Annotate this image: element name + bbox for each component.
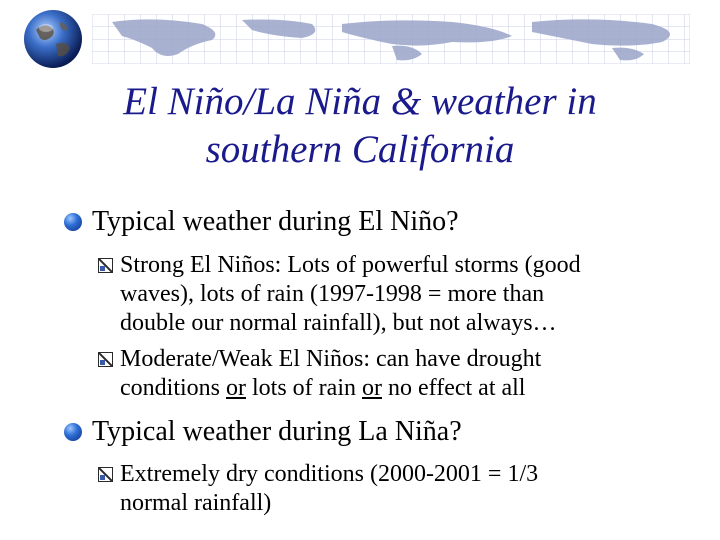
sub-bullet-moderate-el-nino: [120, 345, 680, 403]
round-bullet-icon: [64, 423, 82, 441]
square-bullet-icon: [98, 258, 113, 273]
bullet-el-nino: Typical weather during El Niño?: [92, 206, 459, 237]
title-line-1: El Niño/La Niña & weather in: [123, 80, 597, 123]
square-bullet-icon: [98, 467, 113, 482]
text-line: Extremely dry conditions (2000-2001 = 1/3: [120, 461, 539, 487]
underlined-or: or: [361, 375, 382, 401]
text-line: normal rainfall): [120, 490, 272, 516]
text-line: Moderate/Weak El Niños: can have drought: [120, 346, 542, 372]
text-line: [120, 374, 680, 403]
title-line-2: southern California: [205, 127, 515, 171]
text-line: double our normal rainfall), but not always…: [120, 310, 557, 336]
text-span: no effect at all: [381, 375, 526, 401]
round-bullet-icon: [64, 213, 82, 231]
sub-bullet-la-nina-dry: [120, 460, 680, 518]
sub-bullet-strong-el-nino: [120, 251, 680, 338]
page-title: [20, 78, 700, 173]
globe-icon: [22, 8, 84, 70]
text-span: conditions: [120, 375, 226, 401]
square-bullet-icon: [98, 352, 113, 367]
bullet-la-nina: Typical weather during La Niña?: [92, 416, 462, 447]
text-span: lots of rain: [246, 375, 362, 401]
text-line: Strong El Niños: Lots of powerful storms (good: [120, 252, 581, 278]
world-map-banner: [92, 14, 690, 64]
underlined-or: or: [226, 375, 246, 401]
text-line: waves), lots of rain (1997-1998 = more than: [120, 281, 545, 307]
